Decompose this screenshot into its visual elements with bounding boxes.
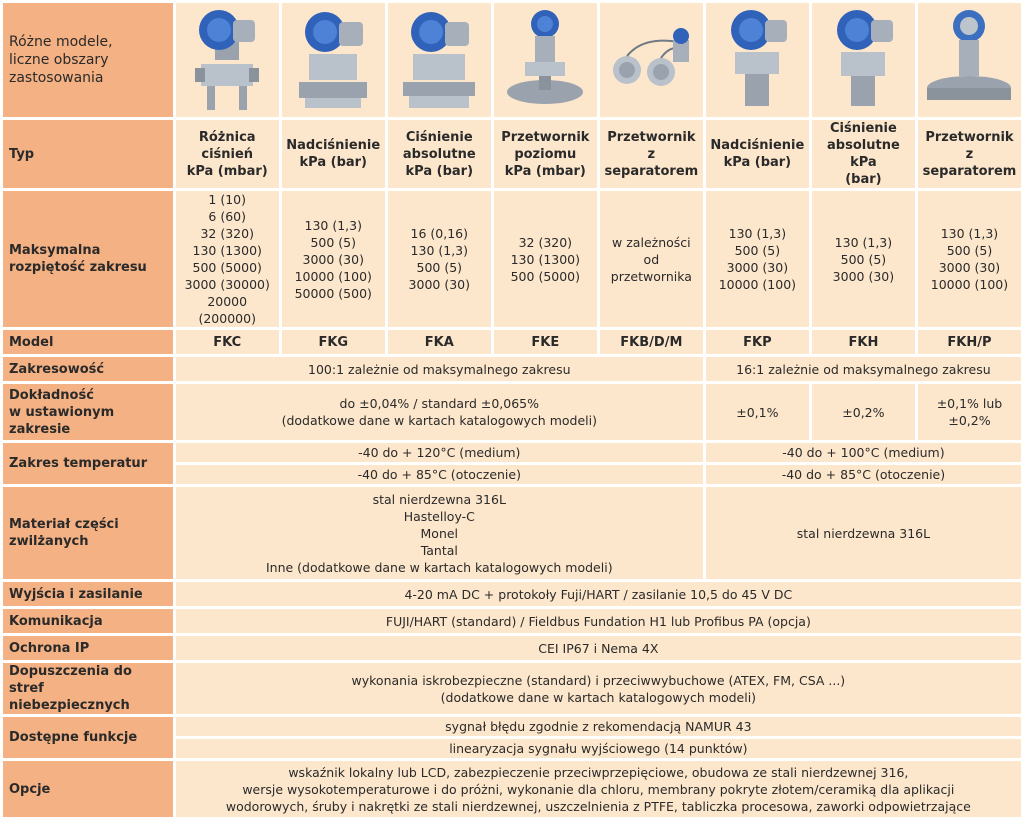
gauge-pressure-transmitter-image — [282, 3, 385, 117]
label-dokladnosc: Dokładność w ustawionym zakresie — [3, 384, 173, 440]
label-range: Maksymalna rozpiętość zakresu — [3, 191, 173, 327]
temp-right-medium: -40 do + 100°C (medium) — [706, 443, 1021, 462]
direct-mount-absolute-transmitter-image — [812, 3, 915, 117]
opcje-value: wskaźnik lokalny lub LCD, zabezpieczenie przeciwprzepięciowe, obudowa ze stali nierdzewnej 316, wersje wysokotemperaturowe i do próżni, wykonanie dla chloru, membrany pokryte złotem/ceramiką dla aplikacji wodorowych, śruby i nakrętki ze stali nierdzewnej, uszczelnienia z PTFE, tabliczka procesowa, zaworki odpowietrzające — [176, 761, 1021, 817]
model-cell: FKA — [388, 330, 491, 354]
absolute-pressure-transmitter-image — [388, 3, 491, 117]
model-cell: FKH/P — [918, 330, 1021, 354]
range-cell: 130 (1,3) 500 (5) 3000 (30) 10000 (100) — [706, 191, 809, 327]
row-typ — [3, 120, 1021, 188]
dokladnosc-fkp: ±0,1% — [706, 384, 809, 440]
range-cell: 1 (10) 6 (60) 32 (320) 130 (1300) 500 (5000) 3000 (30000) 20000 (200000) — [176, 191, 279, 327]
zakresowosc-left: 100:1 zależnie od maksymalnego zakresu — [176, 357, 703, 381]
typ-cell: Nadciśnienie kPa (bar) — [706, 120, 809, 188]
range-cell: 130 (1,3) 500 (5) 3000 (30) 10000 (100) — [918, 191, 1021, 327]
funkcje-value-2: linearyzacja sygnału wyjściowego (14 punktów) — [176, 739, 1021, 758]
header-row — [3, 3, 1021, 117]
label-dopuszczenia: Dopuszczenia do stref niebezpiecznych — [3, 663, 173, 714]
model-cell: FKE — [494, 330, 597, 354]
flange-seal-transmitter-image — [918, 3, 1021, 117]
label-komunikacja: Komunikacja — [3, 609, 173, 633]
dokladnosc-fkh: ±0,2% — [812, 384, 915, 440]
row-temperatura-medium — [3, 443, 1021, 462]
table-title: Różne modele, liczne obszary zastosowania — [3, 3, 173, 117]
row-ochrona — [3, 636, 1021, 660]
funkcje-value-1: sygnał błędu zgodnie z rekomendacją NAMUR 43 — [176, 717, 1021, 736]
material-left: stal nierdzewna 316L Hastelloy-C Monel Tantal Inne (dodatkowe dane w kartach katalogowych modeli) — [176, 487, 703, 579]
row-model — [3, 330, 1021, 354]
temp-right-ambient: -40 do + 85°C (otoczenie) — [706, 465, 1021, 484]
row-dokladnosc — [3, 384, 1021, 440]
zakresowosc-right: 16:1 zależnie od maksymalnego zakresu — [706, 357, 1021, 381]
label-material: Materiał części zwilżanych — [3, 487, 173, 579]
wyjscia-value: 4-20 mA DC + protokoły Fuji/HART / zasilanie 10,5 do 45 V DC — [176, 582, 1021, 606]
level-transmitter-image — [494, 3, 597, 117]
typ-cell: Przetwornik z separatorem — [918, 120, 1021, 188]
range-cell: 32 (320) 130 (1300) 500 (5000) — [494, 191, 597, 327]
model-cell: FKB/D/M — [600, 330, 703, 354]
row-material — [3, 487, 1021, 579]
label-model: Model — [3, 330, 173, 354]
range-cell: 16 (0,16) 130 (1,3) 500 (5) 3000 (30) — [388, 191, 491, 327]
typ-cell: Ciśnienie absolutne kPa (bar) — [812, 120, 915, 188]
row-opcje — [3, 761, 1021, 817]
typ-cell: Przetwornik z separatorem — [600, 120, 703, 188]
dokladnosc-left: do ±0,04% / standard ±0,065% (dodatkowe dane w kartach katalogowych modeli) — [176, 384, 703, 440]
label-funkcje: Dostępne funkcje — [3, 717, 173, 758]
material-right: stal nierdzewna 316L — [706, 487, 1021, 579]
row-funkcje-1 — [3, 717, 1021, 736]
ochrona-value: CEI IP67 i Nema 4X — [176, 636, 1021, 660]
model-cell: FKH — [812, 330, 915, 354]
row-range — [3, 191, 1021, 327]
label-wyjscia: Wyjścia i zasilanie — [3, 582, 173, 606]
row-dopuszczenia — [3, 663, 1021, 714]
label-opcje: Opcje — [3, 761, 173, 817]
label-temperatura: Zakres temperatur — [3, 443, 173, 484]
label-zakresowosc: Zakresowość — [3, 357, 173, 381]
temp-left-medium: -40 do + 120°C (medium) — [176, 443, 703, 462]
range-cell: w zależności od przetwornika — [600, 191, 703, 327]
label-typ: Typ — [3, 120, 173, 188]
direct-mount-gauge-transmitter-image — [706, 3, 809, 117]
range-cell: 130 (1,3) 500 (5) 3000 (30) — [812, 191, 915, 327]
typ-cell: Różnica ciśnień kPa (mbar) — [176, 120, 279, 188]
row-zakresowosc — [3, 357, 1021, 381]
model-cell: FKP — [706, 330, 809, 354]
komunikacja-value: FUJI/HART (standard) / Fieldbus Fundation H1 lub Profibus PA (opcja) — [176, 609, 1021, 633]
model-cell: FKC — [176, 330, 279, 354]
typ-cell: Nadciśnienie kPa (bar) — [282, 120, 385, 188]
typ-cell: Przetwornik poziomu kPa (mbar) — [494, 120, 597, 188]
dokladnosc-fkhp: ±0,1% lub ±0,2% — [918, 384, 1021, 440]
label-ochrona: Ochrona IP — [3, 636, 173, 660]
remote-seal-transmitter-image — [600, 3, 703, 117]
row-komunikacja — [3, 609, 1021, 633]
temp-left-ambient: -40 do + 85°C (otoczenie) — [176, 465, 703, 484]
dopuszczenia-value: wykonania iskrobezpieczne (standard) i przeciwwybuchowe (ATEX, FM, CSA ...) (dodatkowe dane w kartach katalogowych modeli) — [176, 663, 1021, 714]
model-cell: FKG — [282, 330, 385, 354]
row-wyjscia — [3, 582, 1021, 606]
typ-cell: Ciśnienie absolutne kPa (bar) — [388, 120, 491, 188]
range-cell: 130 (1,3) 500 (5) 3000 (30) 10000 (100) 50000 (500) — [282, 191, 385, 327]
differential-pressure-transmitter-image — [176, 3, 279, 117]
